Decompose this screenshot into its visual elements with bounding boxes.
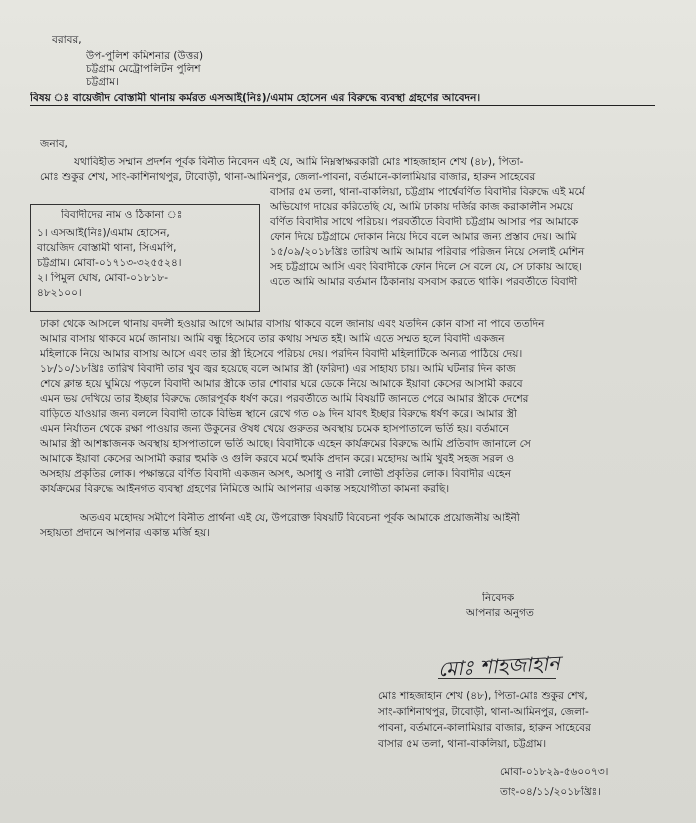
salutation: জনাব, <box>40 138 68 150</box>
box-line: বায়েজিদ বোস্তামী থানা, সিএমপি, <box>37 242 177 254</box>
body-line: এতে আমি আমার বর্তমান ঠিকানায় বসবাস করতে থাকি। পরবর্তীতে বিবাদী <box>270 276 578 288</box>
address-line2: চট্টগ্রাম মেট্রোপলিটন পুলিশ <box>86 63 201 75</box>
defendants-box <box>30 204 260 312</box>
sender-date: তাং-০৪/১১/২০১৮খ্রিঃ। <box>500 786 602 798</box>
address-to: বরাবর, <box>52 34 82 46</box>
body-line: শেষে ক্লান্ত হয়ে ঘুমিয়ে পড়লে বিবাদী আমার স্ত্রীকে তার শোবার ঘরে ডেকে নিয়ে আমাকে ইয়াবা কেসের আসামী করবে <box>40 378 523 390</box>
box-title: বিবাদীদের নাম ও ঠিকানা ঃ <box>61 209 183 221</box>
closing-nibedak: নিবেদক <box>482 592 515 604</box>
sender-line: পাবনা, বর্তমানে-কালামিয়ার বাজার, হারুন সাহেবের <box>378 722 591 734</box>
body-line: ১৮/১০/১৮খ্রিঃ তারিখ বিবাদী তার খুব জ্বর হয়েছে বলে আমার স্ত্রী (ফরিদা) এর সাহায্য চায়। আমি ঘটনার দিন কাজ <box>40 363 516 375</box>
body-line: এমন ভয় দেখিয়ে তার ইচ্ছার বিরুদ্ধে জোরপূর্বক ধর্ষণ করে। পরবর্তীতে আমি বিষয়টি জানতে পেরে আমার স্ত্রীকে দেশের <box>40 393 529 405</box>
body-line: বাসার ৫ম তলা, থানা-বাকলিয়া, চট্টগ্রাম পার্শ্বেবর্ণিত বিবাদীর বিরুদ্ধে এই মর্মে <box>270 186 585 198</box>
body-line: আমার স্ত্রী আশঙ্কাজনক অবস্থায় হাসপাতালে ভর্তি আছে। বিবাদীকে এহেন কার্যক্রমের বিরুদ্ধে আমি প্রতিবাদ জানালে সে <box>40 438 531 450</box>
body-line: মোঃ শুকুর শেখ, সাং-কাশিনাথপুর, টাবোড়ী, থানা-আমিনপুর, জেলা-পাবনা, বর্তমানে-কালামিয়ার বাজার, হারুন সাহেবের <box>40 171 536 183</box>
body-line: ফোন দিয়ে চট্টগ্রামে দোকান নিয়ে দিবে বলে আমার জন্য প্রস্তাব দেয়। আমি <box>270 231 577 243</box>
box-line: চট্টগ্রাম। মোবা-০১৭১৩-৩২৫৫২৪। <box>37 257 182 269</box>
box-line: ১। এসআই(নিঃ)/এমাম হোসেন, <box>37 227 170 239</box>
closing-anugata: আপনার অনুগত <box>466 607 534 619</box>
address-line3: চট্টগ্রাম। <box>86 76 119 88</box>
sender-phone: মোবা-০১৮২৯-৫৬০০৭৩। <box>500 766 609 778</box>
address-line1: উপ-পুলিশ কমিশনার (উত্তর) <box>86 50 204 62</box>
body-line: বর্ণিত বিবাদীর সাথে পরিচয়। পরবর্তীতে বিবাদী চট্টগ্রাম আসার পর আমাকে <box>270 216 579 228</box>
body-line: মহিলাকে নিয়ে আমার বাসায় আসে এবং তার স্ত্রী হিসেবে পরিচয় দেয়। পরদিন বিবাদী মহিলাটিকে অন্যত্র পাঠিয়ে দেয়। <box>40 348 523 360</box>
body-line: বাড়িতে যাওয়ার জন্য বললে বিবাদী তাকে বিভিন্ন স্থানে রেখে গত ০৯ দিন যাবৎ ইচ্ছার বিরুদ্ধে ধর্ষণ করে। আমার স্ত্রী <box>40 408 517 420</box>
sender-line: সাং-কাশিনাথপুর, টাবোড়ী, থানা-আমিনপুর, জেলা- <box>378 706 589 718</box>
body-line: ১৫/০৯/২০১৮খ্রিঃ তারিখ আমি আমার পরিবার পরিজন নিয়ে সেলাই মেশিন <box>270 246 585 258</box>
body-line: আমাকে ইয়াবা কেসের আসামী করার হুমকি ও গুলি করবে মর্মে হুমকি প্রদান করে। মহোদয় আমি খুবই সহজ সরল ও <box>40 453 515 465</box>
conclusion-line: সহায়তা প্রদানে আপনার একান্ত মর্জি হয়। <box>40 527 210 539</box>
signature-underline <box>438 678 556 679</box>
body-line: এমন নির্যাতন থেকে রক্ষা পাওয়ার জন্য উকুনের ঔষধ খেয়ে গুরুতর অবস্থায় চমেক হাসপাতালে ভর্তি হয়। বর্তমানে <box>40 423 509 435</box>
box-line: ২। পিমুল ঘোষ, মোবা-০১৮১৮- <box>37 272 168 284</box>
sender-line: বাসার ৫ম তলা, থানা-বাকলিয়া, চট্টগ্রাম। <box>378 738 547 750</box>
body-line: যথাবিহীত সম্মান প্রদর্শন পূর্বক বিনীত নিবেদন এই যে, আমি নিম্নস্বাক্ষরকারী মোঃ শাহজাহান শেখ (৪৮), পিতা- <box>74 156 524 168</box>
body-line: অভিযোগ দায়ের করিতেছি যে, আমি ঢাকায় দর্জির কাজ করাকালীন সময়ে <box>270 201 574 213</box>
body-line: ঢাকা থেকে আসলে থানায় বদলী হওয়ার আগে আমার বাসায় থাকবে বলে জানায় এবং যতদিন কোন বাসা না পাবে ততদিন <box>40 318 545 330</box>
body-line: আমার বাসায় থাকবে মর্মে জানায়। আমি বন্ধু হিসেবে তার কথায় সম্মত হই। আমি এতে সম্মত হলে বিবাদী একজন <box>40 333 505 345</box>
box-line: ৪৮২১০০। <box>37 287 82 299</box>
body-line: কার্যক্রমের বিরুদ্ধে আইনগত ব্যবস্থা গ্রহণের নিমিত্তে আমি আপনার একান্ত সহযোগীতা কামনা করছি। <box>40 483 450 495</box>
handwritten-signature: মোঃ শাহজাহান <box>437 650 561 682</box>
sender-line: মোঃ শাহজাহান শেখ (৪৮), পিতা-মোঃ শুকুর শেখ, <box>378 690 588 702</box>
body-line: অসহায় প্রকৃতির লোক। পক্ষান্তরে বর্ণিত বিবাদী একজন অসৎ, অসাধু ও নারী লোভী প্রকৃতির লোক। বিবাদীর এহেন <box>40 468 511 480</box>
body-line: সহ চট্টগ্রামে আসি এবং বিবাদীকে ফোন দিলে সে বলে যে, সে ঢাকায় আছে। <box>270 261 582 273</box>
conclusion-line: অতএব মহোদয় সমীপে বিনীত প্রার্থনা এই যে, উপরোক্ত বিষয়টি বিবেচনা পূর্বক আমাকে প্রয়োজনীয় আইনী <box>80 512 520 524</box>
subject-line: বিষয় ঃ বায়েজীদ বোস্তামী থানায় কর্মরত এসআই(নিঃ)/এমাম হোসেন এর বিরুদ্ধে ব্যবস্থা গ্রহণের আবেদন। <box>30 92 655 106</box>
